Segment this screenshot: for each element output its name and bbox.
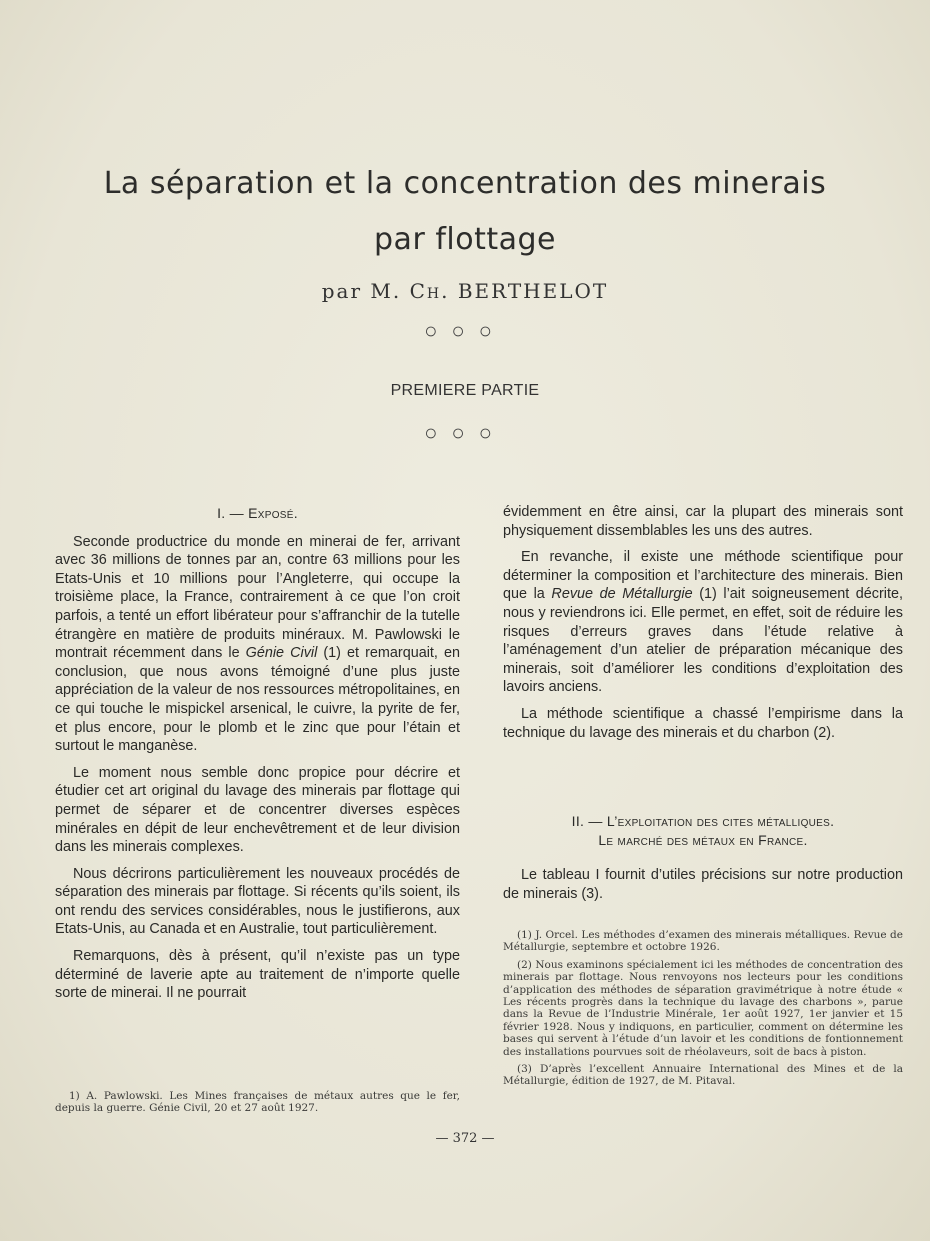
journal-italic: Génie Civil (245, 645, 318, 662)
ornament-circles-top: ○○○ (424, 318, 506, 343)
section-heading-2-line2: Le marché des métaux en France. (598, 831, 808, 848)
right-column (503, 503, 903, 742)
left-paragraph-4: Remarquons, dès à présent, qu’il n’existe pas un type déterminé de laverie apte au traitement de n’importe quelle sorte de minerai. Il ne pourrait (55, 948, 460, 1002)
right-paragraph-3: La méthode scientifique a chassé l’empirisme dans la technique du lavage des minerais et du charbon (2). (503, 705, 903, 741)
footnote-r3: (3) D’après l’excellent Annuaire International des Mines et de la Métallurgie, édition de 1927, de M. Pitaval. (503, 1063, 903, 1088)
section-heading-2 (503, 812, 903, 849)
byline-par: par M. (321, 279, 410, 303)
right-footnotes (503, 929, 903, 1088)
right-paragraph-4: Le tableau I fournit d’utiles précisions sur notre production de minerais (3). (503, 867, 903, 902)
part-heading: PREMIERE PARTIE (390, 382, 540, 399)
right-paragraph-2: En revanche, il existe une méthode scientifique pour déterminer la composition et l’architecture des minerais. Bien que la Revue de Métallurgie (1) l’ait soigneusement décrite, nous y reviendrons ici. Elle permet, en effet, soit de réduire les risques d’erreurs graves dans l’étude relative à l’aménagement d’un atelier de préparation mécanique des minerais, soit d’améliorer les conditions d’exploitation des lavoirs anciens. (503, 549, 903, 696)
left-paragraph-2: Le moment nous semble donc propice pour décrire et étudier cet art original du lavage des minerais par flottage qui permet de séparer et de concentrer diverses espèces minérales en dépit de leur enchevêtrement et de leur division dans les minerais complexes. (55, 764, 460, 856)
revue-italic: Revue de Métallurgie (551, 586, 693, 603)
article-title-line2: par flottage (374, 222, 556, 257)
section-heading-2-line1: II. — L’exploitation des cites métalliques. (571, 813, 835, 829)
right-paragraph-4-block (503, 866, 903, 903)
right-paragraph-1: évidemment en être ainsi, car la plupart des minerais sont physiquement dissemblables les uns des autres. (503, 504, 903, 539)
byline-initial: Ch. (409, 279, 450, 303)
footnote-r1: (1) J. Orcel. Les méthodes d’examen des minerais métalliques. Revue de Métallurgie, septembre et octobre 1926. (503, 929, 903, 954)
page-number: — 372 — (435, 1131, 495, 1146)
section-heading-1: I. — Exposé. (217, 505, 298, 521)
left-column (55, 504, 460, 1003)
left-paragraph-1: Seconde productrice du monde en minerai de fer, arrivant avec 36 millions de tonnes par an, contre 63 millions pour les Etats-Unis et 10 millions pour l’Angleterre, qui occupe la troisième place, la France, contrairement à ce que l’on croit parfois, a tenté un effort libérateur pour s’affranchir de la tutelle étrangère en matière de produits minéraux. M. Pawlowski le montrait récemment dans le Génie Civil (1) et remarquait, en conclusion, que nous avons témoigné d’une plus juste appréciation de la valeur de nos ressources métropolitaines, en ce qui touche le mispickel arsenical, le cuivre, la pyrite de fer, et plus encore, pour le plomb et le zinc que pour l’étain et surtout le manganèse. (55, 533, 460, 755)
byline-name: BERTHELOT (449, 279, 609, 303)
left-footnote (55, 1090, 460, 1115)
byline (0, 279, 930, 303)
footnote-r2: (2) Nous examinons spécialement ici les méthodes de concentration des minerais par flottage. Nous renvoyons nos lecteurs pour les conditions d’application des méthodes de séparation gravimétrique à notre étude « Les récents progrès dans la technique du lavage des charbons », parue dans la Revue de l’Industrie Minérale, 1er août 1927, 1er janvier et 15 février 1928. Nous y indiquons, en particulier, comment on détermine les bases qui servent à l’étude d’un lavoir et les conditions de fontionnement des installations pourvues soit de rhéolaveurs, soit de bacs à piston. (503, 958, 903, 1058)
footnote-1: 1) A. Pawlowski. Les Mines françaises de métaux autres que le fer, depuis la guerre. Génie Civil, 20 et 27 août 1927. (55, 1090, 460, 1115)
ornament-circles-bottom: ○○○ (424, 420, 506, 445)
article-title-line1: La séparation et la concentration des minerais (103, 166, 827, 201)
left-paragraph-3: Nous décrirons particulièrement les nouveaux procédés de séparation des minerais par flottage. Si récents qu’ils soient, ils ont rendu des services considérables, nous le justifierons, aux Etats-Unis, au Canada et en Australie, tout particulièrement. (55, 865, 460, 938)
